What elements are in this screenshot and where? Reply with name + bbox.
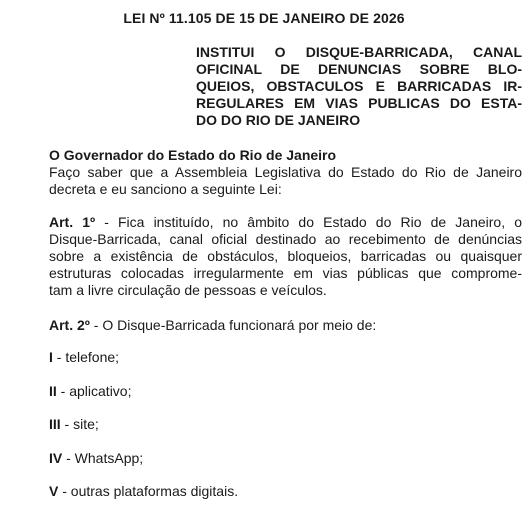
article-2-label: Art. 2º xyxy=(49,317,90,333)
article-1-line: Disque-Barricada, canal oficial destinado ao recebimento de denúncias xyxy=(49,231,522,247)
ementa-line: QUEIOS, OBSTACULOS E BARRICADAS IR- xyxy=(196,78,522,94)
list-item xyxy=(49,450,143,467)
article-1-line: sobre a existência de obstáculos, bloqueios, barricadas ou quaisquer xyxy=(49,248,522,264)
article-1-label: Art. 1º xyxy=(49,214,96,230)
item-numeral: V xyxy=(49,483,59,499)
preamble xyxy=(49,147,522,198)
ementa-line: INSTITUI O DISQUE-BARRICADA, CANAL xyxy=(196,44,522,60)
item-numeral: II xyxy=(49,383,57,399)
list-item xyxy=(49,416,99,433)
preamble-author: O Governador do Estado do Rio de Janeiro xyxy=(49,147,337,163)
list-item xyxy=(49,349,119,366)
article-1-line: estruturas colocadas irregularmente em vias públicas que comprome- xyxy=(49,265,522,281)
article-2-text: - O Disque-Barricada funcionará por meio de: xyxy=(89,317,377,333)
law-ementa xyxy=(196,44,522,129)
list-item xyxy=(49,483,238,500)
article-1-first-line xyxy=(49,214,522,231)
item-numeral: IV xyxy=(49,450,63,466)
item-numeral: III xyxy=(49,416,61,432)
preamble-line: Faço saber que a Assembleia Legislativa do Estado do Rio de Janeiro xyxy=(49,164,522,180)
item-text: - site; xyxy=(60,416,99,432)
law-title: LEI Nº 11.105 DE 15 DE JANEIRO DE 2026 xyxy=(123,10,405,26)
item-text: - telefone; xyxy=(52,349,120,365)
list-item xyxy=(49,383,131,400)
ementa-line: OFICINAL DE DENUNCIAS SOBRE BLO- xyxy=(196,61,522,77)
article-1-text: - Fica instituído, no âmbito do Estado do Rio de Janeiro, o xyxy=(95,214,522,230)
article-1-line: tam a livre circulação de pessoas e veículos. xyxy=(49,282,327,298)
item-numeral: I xyxy=(49,349,53,365)
ementa-line: REGULARES EM VIAS PUBLICAS DO ESTA- xyxy=(196,95,522,111)
item-text: - aplicativo; xyxy=(56,383,132,399)
article-1 xyxy=(49,214,522,299)
article-2 xyxy=(49,317,376,334)
item-text: - WhatsApp; xyxy=(62,450,144,466)
item-text: - outras plataformas digitais. xyxy=(58,483,239,499)
ementa-line: DO DO RIO DE JANEIRO xyxy=(196,112,361,128)
preamble-line: decreta e eu sanciono a seguinte Lei: xyxy=(49,181,282,197)
